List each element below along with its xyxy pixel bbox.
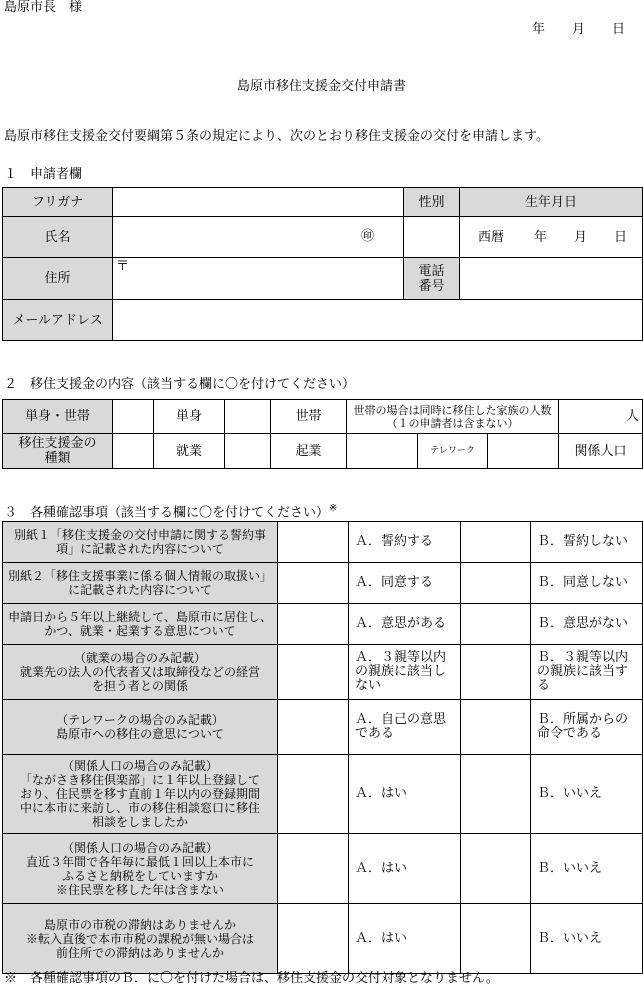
confirmation-question-line: 就業先の法人の代表者又は取締役などの経営 xyxy=(19,665,260,679)
confirmation-question xyxy=(3,904,278,974)
email-label: メールアドレス xyxy=(3,300,113,341)
intro-text: 島原市移住支援金交付要綱第５条の規定により、次のとおり移住支援金の交付を申請します。 xyxy=(4,129,549,144)
confirmation-question-line: 直近３年間で各年毎に最低１回以上本市に xyxy=(25,854,254,869)
footer-note: ※ 各種確認事項のＢ．に〇を付けた場合は、移住支援金の交付対象となりません。 xyxy=(4,971,499,986)
option-b-line: 命令である xyxy=(537,726,603,741)
confirmation-question-line: ふるさと納税をしていますか xyxy=(61,868,218,883)
support-type-label-line-2: 種類 xyxy=(44,451,71,466)
email-field[interactable] xyxy=(113,300,643,341)
option-b-label xyxy=(531,904,643,974)
persons-unit: 人 xyxy=(626,409,640,424)
option-b-line: る xyxy=(537,678,551,693)
confirmation-question xyxy=(3,700,278,755)
confirmation-question-line: 別紙１「移住支援金の交付申請に関する誓約事 xyxy=(13,528,266,542)
option-b-line: Ｂ．所属からの xyxy=(537,712,629,727)
household-option: 世帯 xyxy=(271,400,347,434)
seal-icon: ㊞ xyxy=(360,229,374,244)
option-b-label xyxy=(531,645,643,700)
section3-heading-text: ３ 各種確認事項（該当する欄に〇を付けてください） xyxy=(4,505,330,521)
option-b-label xyxy=(531,834,643,904)
telework-check[interactable] xyxy=(347,434,418,469)
name-label: 氏名 xyxy=(3,217,113,258)
option-a-check[interactable] xyxy=(278,522,349,563)
confirmation-row xyxy=(3,755,643,834)
option-b-check[interactable] xyxy=(461,645,531,700)
option-a-label xyxy=(349,700,461,755)
confirmation-question-line: 前住所での滞納はありませんか xyxy=(55,945,224,960)
startup-option: 起業 xyxy=(271,434,347,469)
household-note-line-2: （１の申請者は含まない） xyxy=(386,416,519,430)
option-a-line: の親族に該当し xyxy=(355,664,447,679)
phone-label-line-1: 電話 xyxy=(418,263,445,279)
phone-label-line-2: 番号 xyxy=(418,278,445,294)
birth-day-unit: 日 xyxy=(614,230,628,245)
single-option: 単身 xyxy=(154,400,225,434)
gender-field[interactable] xyxy=(404,217,460,258)
option-b-line: Ｂ．意思がない xyxy=(537,616,629,631)
household-count-note xyxy=(347,400,559,434)
confirmation-question-line: 中に本市に来訪し、市の移住相談窓口に移住 xyxy=(19,801,260,815)
option-b-line: Ｂ．同意しない xyxy=(537,575,629,590)
confirmation-row xyxy=(3,904,643,974)
option-a-line: Ａ．同意する xyxy=(355,575,434,590)
option-a-label xyxy=(349,645,461,700)
date-day: 日 xyxy=(612,22,626,37)
confirmation-row xyxy=(3,522,643,563)
confirmation-question xyxy=(3,522,278,563)
furigana-label: フリガナ xyxy=(3,188,113,217)
confirmation-row xyxy=(3,700,643,755)
confirmation-question-line: ※住民票を移した年は含まない xyxy=(55,882,224,897)
option-a-check[interactable] xyxy=(278,700,349,755)
postal-icon: 〒 xyxy=(116,259,130,274)
confirmation-question xyxy=(3,755,278,834)
confirmation-question-line: （テレワークの場合のみ記載） xyxy=(56,713,224,727)
option-a-label xyxy=(349,563,461,604)
phone-field[interactable] xyxy=(460,258,643,300)
option-a-label xyxy=(349,604,461,645)
furigana-field[interactable] xyxy=(113,188,404,217)
date-month: 月 xyxy=(572,22,586,37)
option-a-label xyxy=(349,522,461,563)
telework-option: テレワーク xyxy=(418,434,488,469)
option-b-label xyxy=(531,522,643,563)
birth-year-unit: 年 xyxy=(534,230,548,245)
confirmation-question-line: おり、住民票を移す直前１年以内の登録期間 xyxy=(19,787,260,801)
confirmation-question-line: 項」に記載された内容について xyxy=(56,542,224,556)
household-label: 単身・世帯 xyxy=(3,400,113,434)
option-a-line: Ａ．はい xyxy=(355,860,408,876)
option-a-check[interactable] xyxy=(278,604,349,645)
gender-label: 性別 xyxy=(404,188,460,217)
household-count-field[interactable] xyxy=(559,400,643,434)
option-b-label xyxy=(531,604,643,645)
option-b-check[interactable] xyxy=(461,755,531,834)
option-b-line: Ｂ．いいえ xyxy=(537,860,603,876)
option-a-check[interactable] xyxy=(278,755,349,834)
single-check[interactable] xyxy=(113,400,154,434)
option-a-line: Ａ．誓約する xyxy=(355,534,434,549)
option-b-label xyxy=(531,700,643,755)
confirmation-row xyxy=(3,645,643,700)
option-a-check[interactable] xyxy=(278,834,349,904)
option-b-line: Ｂ．誓約しない xyxy=(537,534,629,549)
confirmation-question-line: に記載された内容について xyxy=(68,583,212,597)
confirmation-question-line: （関係人口の場合のみ記載） xyxy=(61,759,218,773)
addressee: 島原市長 様 xyxy=(4,0,83,15)
section3-heading xyxy=(4,501,337,521)
section1-heading: １ 申請者欄 xyxy=(4,167,83,182)
address-label: 住所 xyxy=(3,258,113,300)
option-b-check[interactable] xyxy=(461,604,531,645)
option-b-check[interactable] xyxy=(461,834,531,904)
birthdate-label: 生年月日 xyxy=(460,188,643,217)
confirmation-row xyxy=(3,834,643,904)
confirmation-question xyxy=(3,645,278,700)
document-title: 島原市移住支援金交付申請書 xyxy=(236,79,406,94)
option-a-line: Ａ．自己の意思 xyxy=(355,712,447,727)
option-a-check[interactable] xyxy=(278,563,349,604)
option-b-check[interactable] xyxy=(461,563,531,604)
address-field[interactable] xyxy=(113,258,404,300)
option-b-label xyxy=(531,755,643,834)
confirmation-question-line: 島原市への移住の意思について xyxy=(56,727,224,741)
confirmation-question xyxy=(3,834,278,904)
relation-pop-check[interactable] xyxy=(488,434,559,469)
option-b-check[interactable] xyxy=(461,522,531,563)
option-b-check[interactable] xyxy=(461,904,531,974)
option-a-check[interactable] xyxy=(278,645,349,700)
confirmation-question xyxy=(3,563,278,604)
option-a-label xyxy=(349,904,461,974)
startup-check[interactable] xyxy=(225,434,271,469)
support-type-label-line-1: 移住支援金の xyxy=(18,436,97,451)
confirmation-question-line: を担う者との関係 xyxy=(91,679,188,693)
confirmation-question-line: 「ながさき移住倶楽部」に１年以上登録して xyxy=(19,773,260,787)
confirmation-question-line: 島原市の市税の滞納はありませんか xyxy=(43,917,236,932)
relation-pop-option: 関係人口 xyxy=(559,434,643,469)
birth-era: 西暦 xyxy=(478,230,505,245)
option-a-check[interactable] xyxy=(278,904,349,974)
household-note-line-1: 世帯の場合は同時に移住した家族の人数 xyxy=(353,403,552,417)
confirmation-question-line: （就業の場合のみ記載） xyxy=(73,651,206,665)
section3-heading-mark: ※ xyxy=(329,503,338,514)
date-year: 年 xyxy=(532,22,546,37)
option-a-line: Ａ．はい xyxy=(355,786,408,801)
option-a-line: ない xyxy=(355,678,382,693)
applicant-table xyxy=(2,187,643,341)
support-type-table xyxy=(2,399,643,469)
birth-month-unit: 月 xyxy=(574,230,588,245)
section2-heading: ２ 移住支援金の内容（該当する欄に〇を付けてください） xyxy=(4,377,356,392)
confirmation-question-line: 別紙２「移住支援事業に係る個人情報の取扱い」 xyxy=(7,569,272,583)
household-check[interactable] xyxy=(225,400,271,434)
confirmation-question-line: ※転入直後で本市市税の課税が無い場合は xyxy=(25,931,254,946)
option-b-line: の親族に該当す xyxy=(537,664,629,679)
option-a-line: Ａ．意思がある xyxy=(355,616,447,631)
confirmation-question-line: かつ、就業・起業する意思について xyxy=(44,624,236,638)
option-a-label xyxy=(349,834,461,904)
confirmation-question-line: 相談をしましたか xyxy=(91,815,188,829)
support-type-label xyxy=(3,434,113,469)
name-field[interactable] xyxy=(113,217,404,258)
option-b-line: Ｂ．いいえ xyxy=(537,786,603,801)
confirmation-question-line: （関係人口の場合のみ記載） xyxy=(61,840,218,855)
option-b-line: Ｂ．いいえ xyxy=(537,930,603,946)
option-b-check[interactable] xyxy=(461,700,531,755)
confirmation-question xyxy=(3,604,278,645)
option-a-line: Ａ．３親等以内 xyxy=(355,650,447,665)
option-a-line: である xyxy=(355,726,395,741)
option-a-label xyxy=(349,755,461,834)
option-a-line: Ａ．はい xyxy=(355,930,408,946)
confirmation-row xyxy=(3,604,643,645)
option-b-label xyxy=(531,563,643,604)
birthdate-field[interactable] xyxy=(460,217,643,258)
confirmation-table xyxy=(2,521,643,974)
option-b-line: Ｂ．３親等以内 xyxy=(537,650,629,665)
employment-check[interactable] xyxy=(113,434,154,469)
confirmation-question-line: 申請日から５年以上継続して、島原市に居住し、 xyxy=(8,610,272,624)
confirmation-row xyxy=(3,563,643,604)
employment-option: 就業 xyxy=(154,434,225,469)
phone-label xyxy=(404,258,460,300)
